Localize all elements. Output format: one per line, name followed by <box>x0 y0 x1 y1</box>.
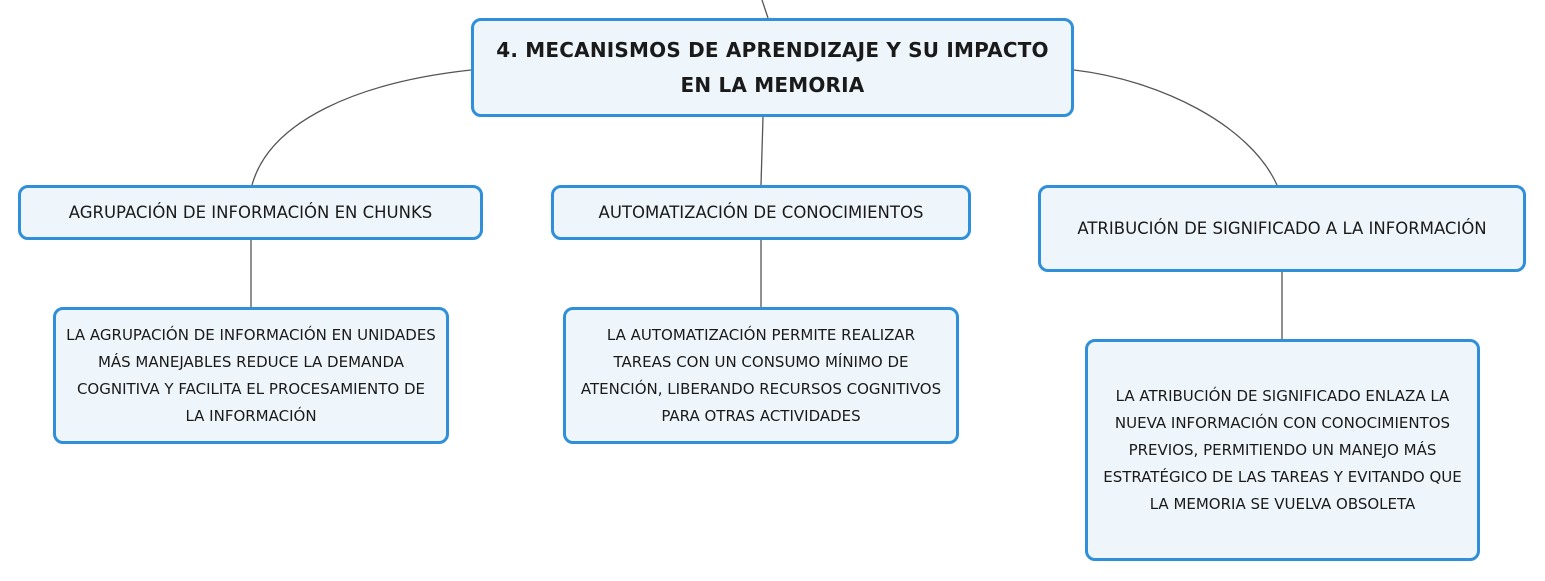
detail-node-significado[interactable] <box>1085 339 1480 561</box>
connector-parent-to-root <box>762 0 768 18</box>
root-node[interactable] <box>471 18 1074 117</box>
connector-root-to-topic-2 <box>761 117 763 185</box>
detail-node-automatizacion[interactable] <box>563 307 959 444</box>
topic-node-automatizacion[interactable] <box>551 185 971 240</box>
detail-text: LA ATRIBUCIÓN DE SIGNIFICADO ENLAZA LA NUEVA INFORMACIÓN CON CONOCIMIENTOS PREVIOS, PERMITIENDO UN MANEJO MÁS ESTRATÉGICO DE LAS TAREAS Y EVITANDO QUE LA MEMORIA SE VUELVA OBSOLETA <box>1103 386 1462 513</box>
topic-label: ATRIBUCIÓN DE SIGNIFICADO A LA INFORMACIÓN <box>1077 218 1487 238</box>
topic-node-significado[interactable] <box>1038 185 1526 272</box>
topic-node-chunks[interactable] <box>18 185 483 240</box>
connector-root-to-topic-1 <box>252 70 471 185</box>
connector-root-to-topic-3 <box>1074 70 1277 185</box>
topic-label: AGRUPACIÓN DE INFORMACIÓN EN CHUNKS <box>68 202 433 222</box>
topic-label: AUTOMATIZACIÓN DE CONOCIMIENTOS <box>598 202 924 222</box>
root-title: 4. MECANISMOS DE APRENDIZAJE Y SU IMPACTO EN LA MEMORIA <box>496 37 1049 97</box>
detail-text: LA AGRUPACIÓN DE INFORMACIÓN EN UNIDADES MÁS MANEJABLES REDUCE LA DEMANDA COGNITIVA Y FACILITA EL PROCESAMIENTO DE LA INFORMACIÓN <box>66 325 436 425</box>
detail-node-chunks[interactable] <box>53 307 449 444</box>
detail-text: LA AUTOMATIZACIÓN PERMITE REALIZAR TAREAS CON UN CONSUMO MÍNIMO DE ATENCIÓN, LIBERANDO RECURSOS COGNITIVOS PARA OTRAS ACTIVIDADES <box>580 325 942 425</box>
